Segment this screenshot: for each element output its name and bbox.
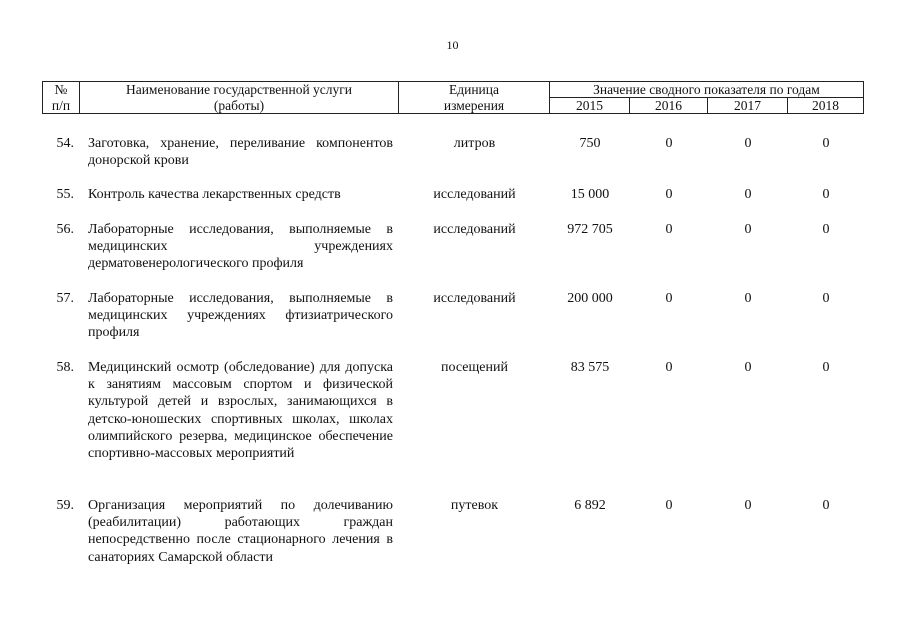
row-number: 55. bbox=[56, 187, 74, 202]
value-2018: 0 bbox=[822, 136, 830, 151]
row-number: 59. bbox=[56, 498, 74, 513]
value-2016: 0 bbox=[665, 291, 673, 306]
row-number: 54. bbox=[56, 136, 74, 151]
value-2015: 6 892 bbox=[574, 498, 606, 513]
value-2015: 972 705 bbox=[567, 222, 613, 237]
page-number: 10 bbox=[446, 38, 459, 52]
value-2017: 0 bbox=[744, 136, 752, 151]
value-2017: 0 bbox=[744, 222, 752, 237]
unit: посещений bbox=[441, 360, 508, 375]
value-2016: 0 bbox=[665, 136, 673, 151]
row-number: 58. bbox=[56, 360, 74, 375]
value-2016: 0 bbox=[665, 222, 673, 237]
value-2017: 0 bbox=[744, 360, 752, 375]
value-2018: 0 bbox=[822, 360, 830, 375]
header-year-2017: 2017 bbox=[708, 98, 788, 114]
service-name: Лабораторные исследования, выполняемые в медицинских учреждениях дерматовенерологического профиля bbox=[88, 222, 393, 272]
value-2017: 0 bbox=[744, 187, 752, 202]
header-name-sub: (работы) bbox=[80, 98, 399, 114]
header-year-2015: 2015 bbox=[550, 98, 630, 114]
value-2017: 0 bbox=[744, 291, 752, 306]
service-name: Контроль качества лекарственных средств bbox=[88, 187, 341, 202]
header-num-sub: п/п bbox=[43, 98, 80, 114]
value-2016: 0 bbox=[665, 360, 673, 375]
value-2015: 83 575 bbox=[570, 360, 610, 375]
header-unit: Единица bbox=[399, 82, 550, 98]
value-2015: 750 bbox=[579, 136, 601, 151]
value-2017: 0 bbox=[744, 498, 752, 513]
value-2018: 0 bbox=[822, 222, 830, 237]
unit: исследований bbox=[433, 291, 516, 306]
header-year-2016: 2016 bbox=[630, 98, 708, 114]
service-name: Лабораторные исследования, выполняемые в медицинских учреждениях фтизиатрического профиля bbox=[88, 291, 393, 341]
row-number: 56. bbox=[56, 222, 74, 237]
header-year-2018: 2018 bbox=[788, 98, 864, 114]
unit: литров bbox=[453, 136, 496, 151]
value-2016: 0 bbox=[665, 498, 673, 513]
row-number: 57. bbox=[56, 291, 74, 306]
value-2018: 0 bbox=[822, 291, 830, 306]
service-name: Медицинский осмотр (обследование) для допуска к занятиям массовым спортом и физической культурой детей и взрослых, занимающихся в детско-юношеских спортивных школах, школах олимпийского резерва, медицинское обеспечение спортивно-массовых мероприятий bbox=[88, 360, 393, 462]
unit: исследований bbox=[433, 222, 516, 237]
value-2018: 0 bbox=[822, 498, 830, 513]
service-name: Организация мероприятий по долечиванию (реабилитации) работающих граждан непосредственно после стационарного лечения в санаториях Самарской области bbox=[88, 498, 393, 565]
value-2015: 200 000 bbox=[567, 291, 613, 306]
header-values: Значение сводного показателя по годам bbox=[550, 82, 864, 98]
header-name: Наименование государственной услуги bbox=[80, 82, 399, 98]
unit: путевок bbox=[450, 498, 499, 513]
header-num: № bbox=[43, 82, 80, 98]
value-2016: 0 bbox=[665, 187, 673, 202]
service-name: Заготовка, хранение, переливание компонентов донорской крови bbox=[88, 136, 393, 169]
value-2018: 0 bbox=[822, 187, 830, 202]
header-unit-sub: измерения bbox=[399, 98, 550, 114]
value-2015: 15 000 bbox=[570, 187, 610, 202]
unit: исследований bbox=[433, 187, 516, 202]
